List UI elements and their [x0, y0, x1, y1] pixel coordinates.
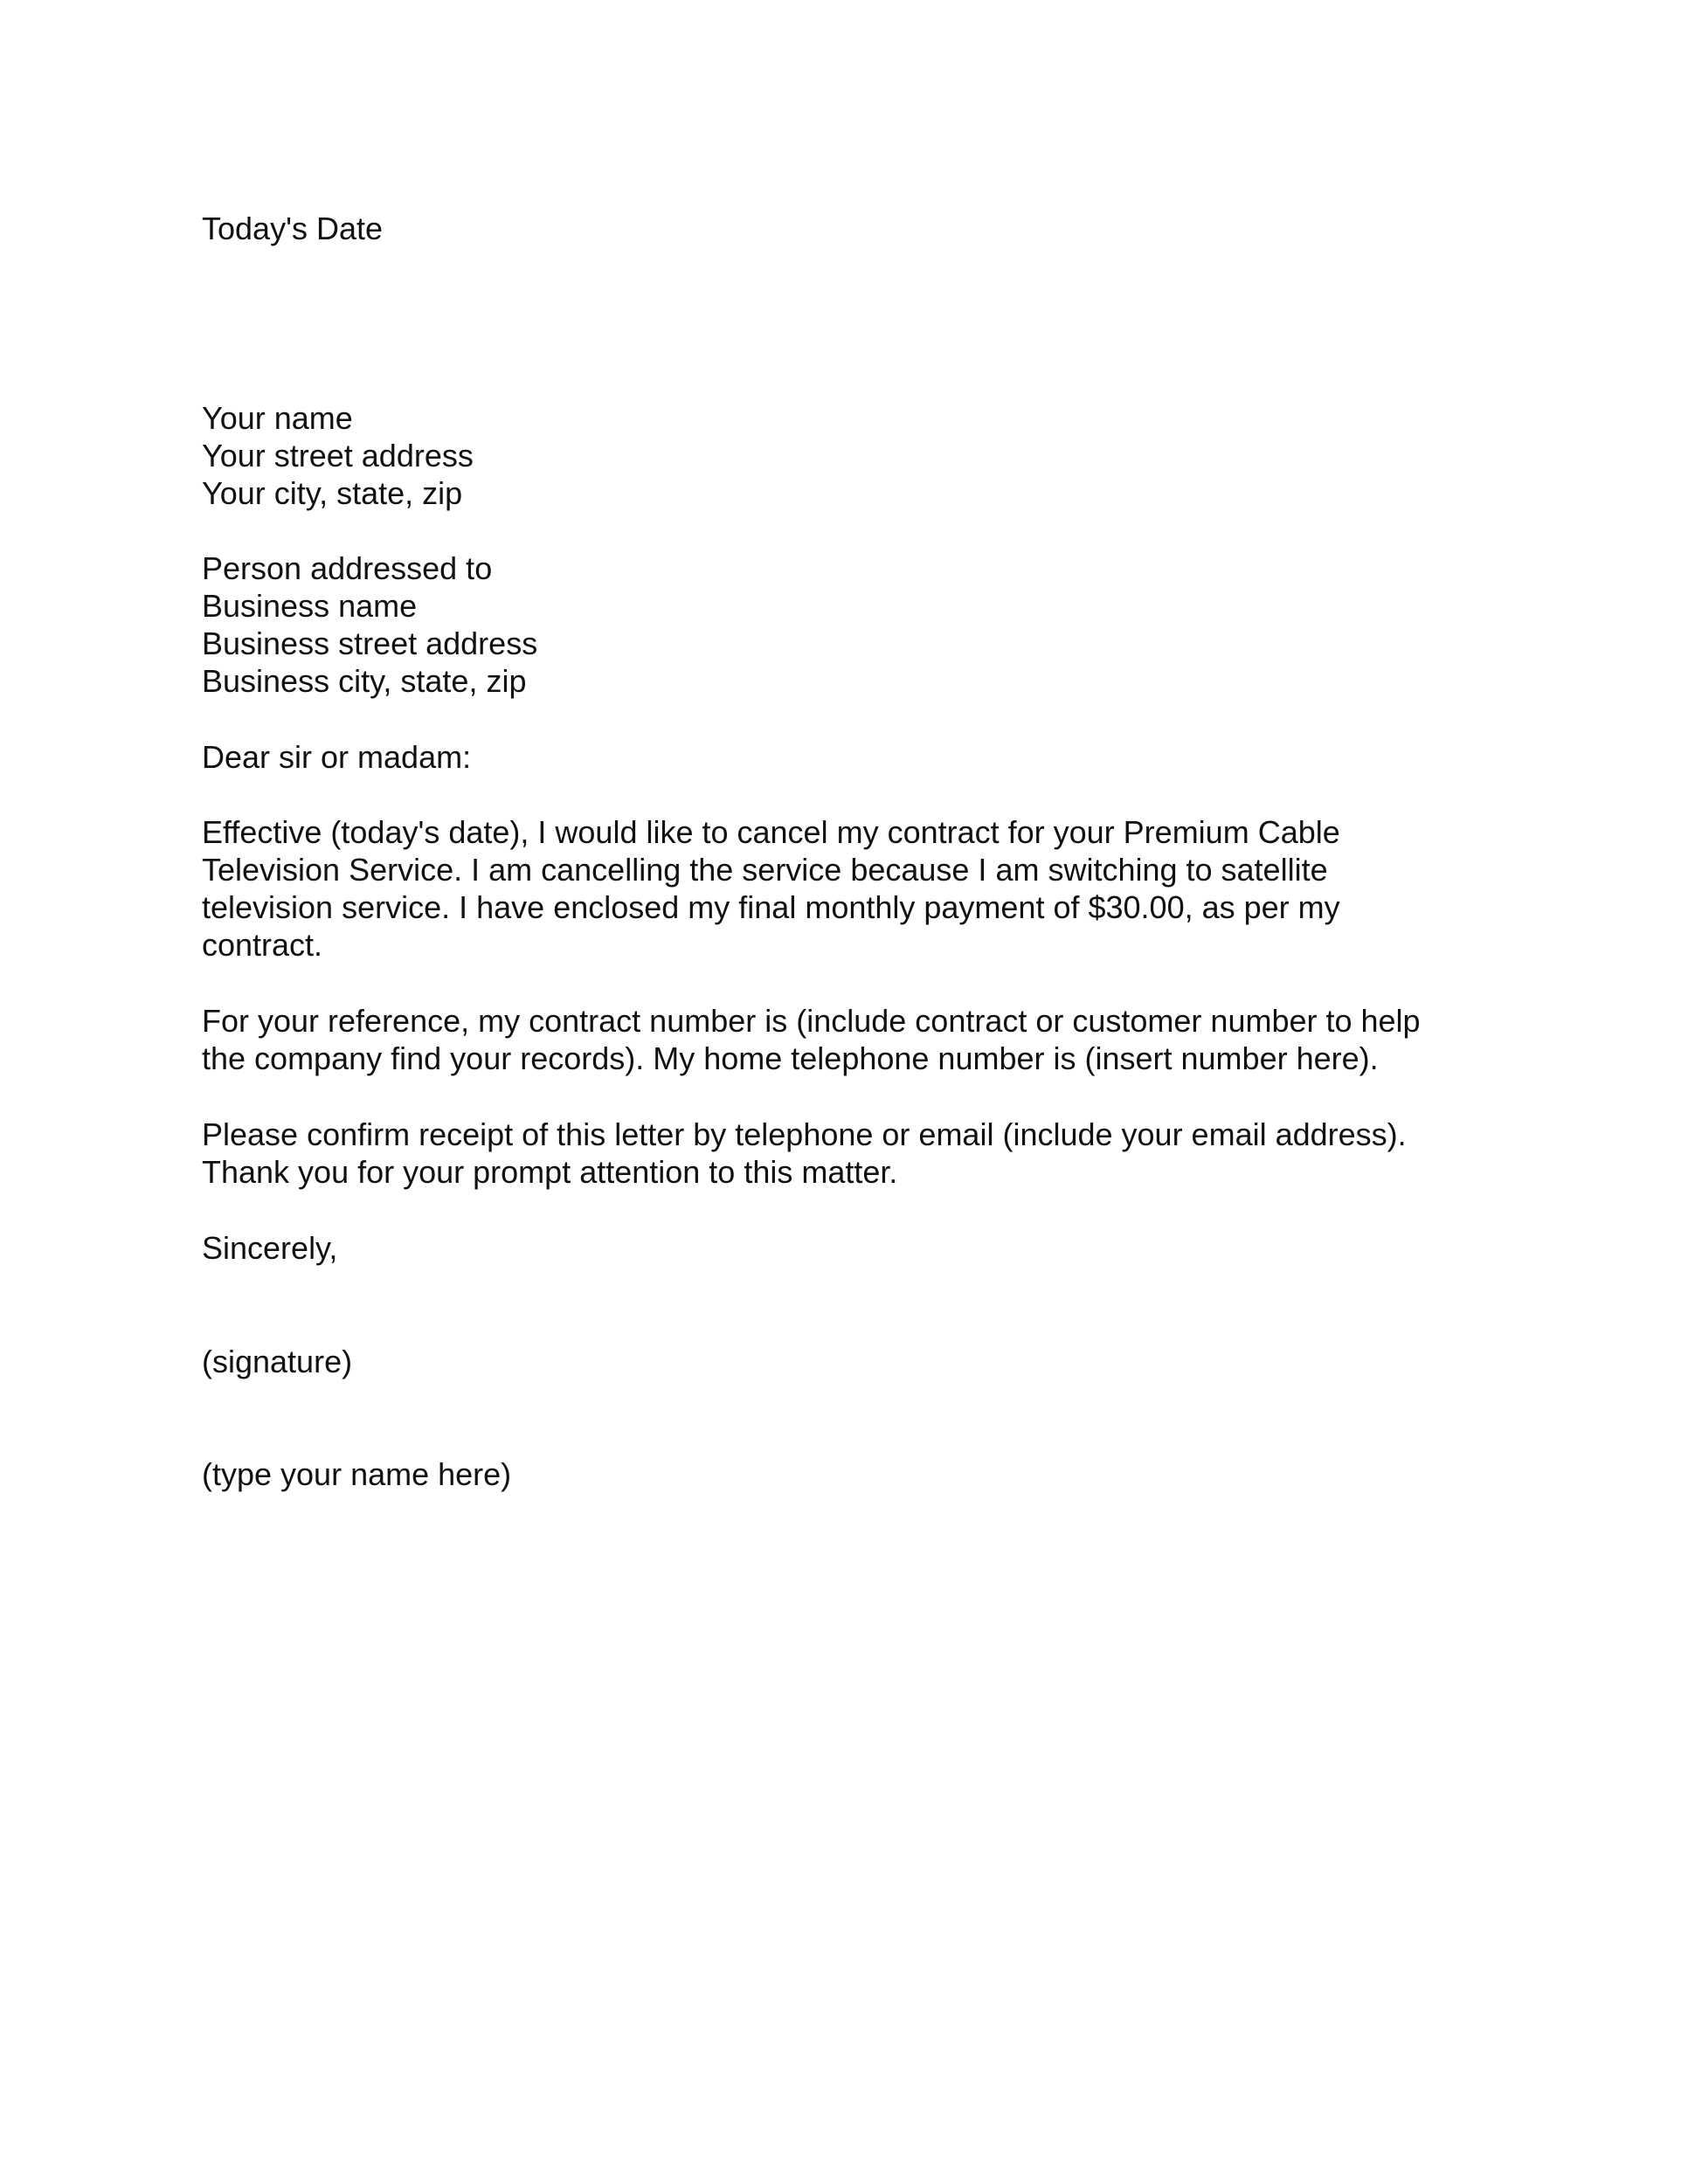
- recipient-street: Business street address: [202, 625, 538, 661]
- recipient-person: Person addressed to: [202, 550, 493, 586]
- salutation: Dear sir or madam:: [202, 739, 472, 775]
- sender-name: Your name: [202, 400, 353, 436]
- typed-name-placeholder: (type your name here): [202, 1456, 512, 1492]
- paragraph-line: contract.: [202, 927, 323, 963]
- sender-street: Your street address: [202, 438, 474, 473]
- recipient-business: Business name: [202, 588, 418, 624]
- closing: Sincerely,: [202, 1230, 338, 1266]
- paragraph-line: Effective (today's date), I would like to cancel my contract for your Premium Cable: [202, 814, 1340, 850]
- signature-placeholder: (signature): [202, 1344, 353, 1379]
- letter-date: Today's Date: [202, 211, 383, 246]
- sender-city-state-zip: Your city, state, zip: [202, 475, 463, 511]
- paragraph-line: Please confirm receipt of this letter by telephone or email (include your email address).: [202, 1116, 1407, 1152]
- recipient-city-state-zip: Business city, state, zip: [202, 663, 527, 699]
- paragraph-line: Television Service. I am cancelling the service because I am switching to satellite: [202, 852, 1328, 888]
- paragraph-line: Thank you for your prompt attention to this matter.: [202, 1154, 898, 1190]
- paragraph-line: television service. I have enclosed my final monthly payment of $30.00, as per my: [202, 889, 1340, 925]
- paragraph-line: For your reference, my contract number is (include contract or customer number to help: [202, 1003, 1421, 1039]
- paragraph-line: the company find your records). My home telephone number is (insert number here).: [202, 1040, 1379, 1076]
